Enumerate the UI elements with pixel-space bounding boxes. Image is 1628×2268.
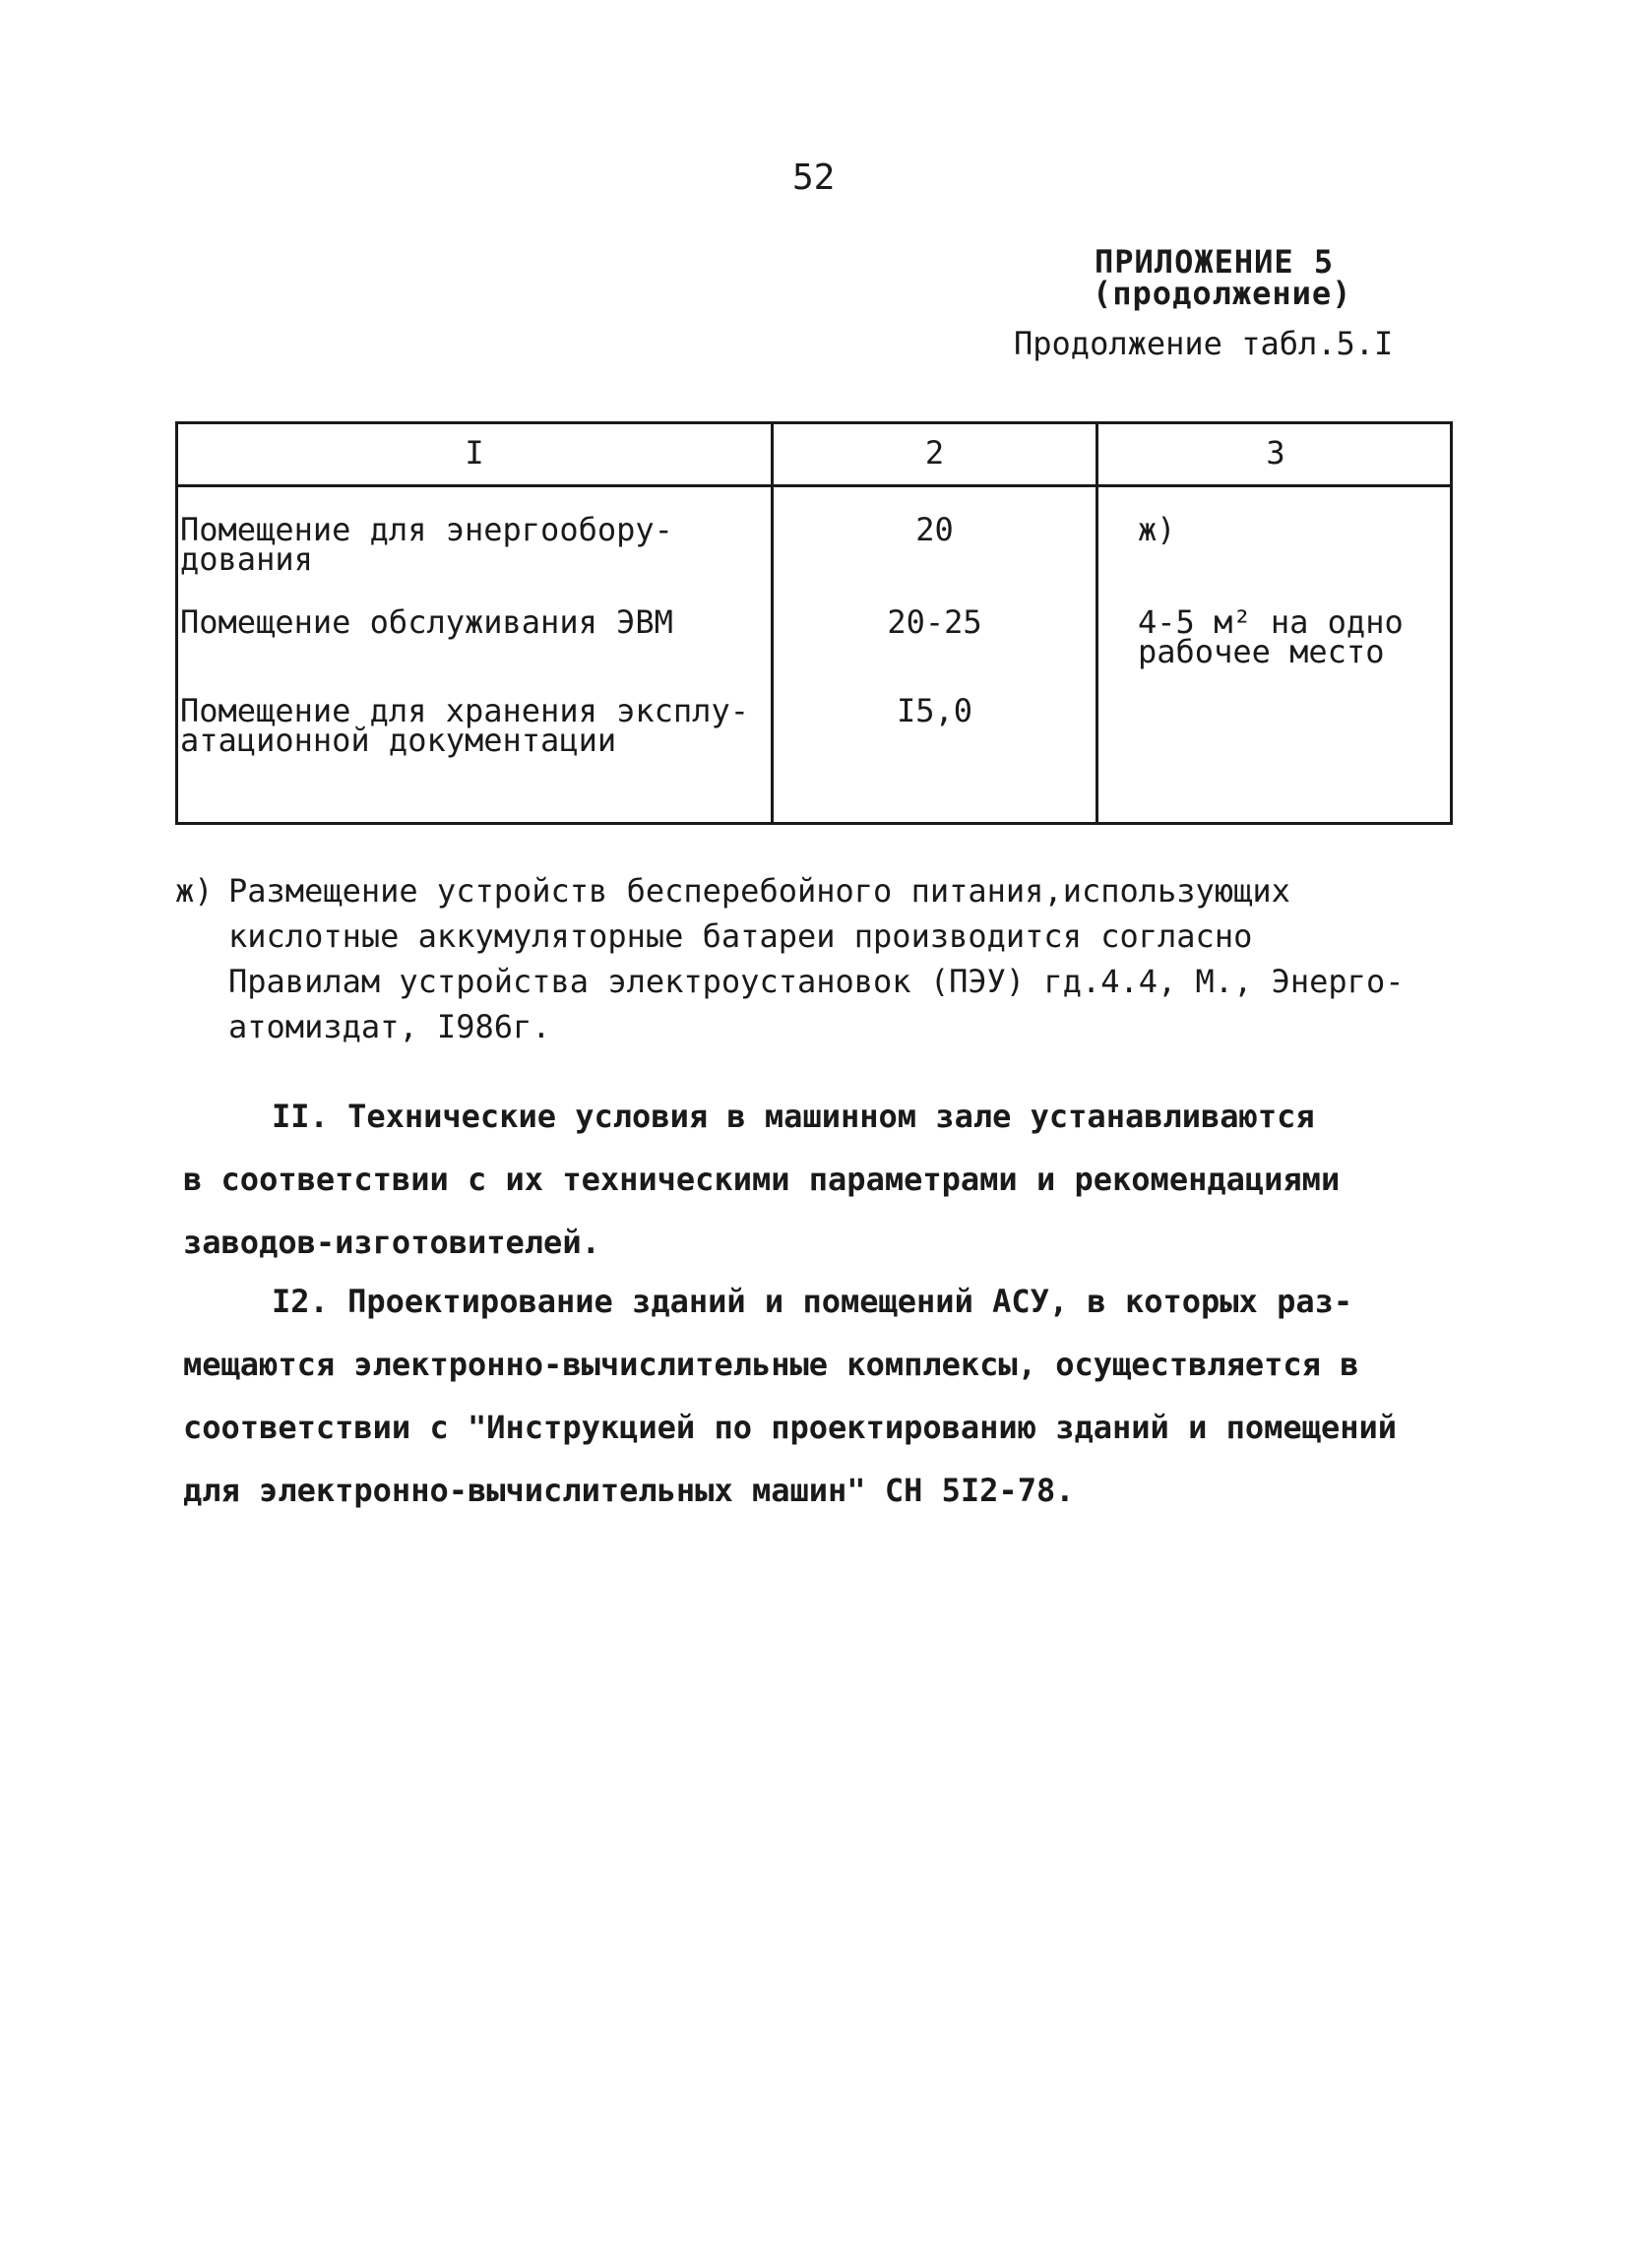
paragraph-text: II. Технические условия в машинном зале устанавливаются [272, 1098, 1315, 1135]
paragraph-text: I2. Проектирование зданий и помещений АСУ, в которых раз- [272, 1283, 1353, 1320]
appendix-heading [1093, 243, 1352, 312]
paragraph-line [183, 1270, 1397, 1333]
data-table [175, 421, 1453, 825]
table-header-2: 2 [924, 434, 945, 472]
appendix-title: ПРИЛОЖЕНИЕ 5 [1095, 243, 1335, 281]
paragraph-12 [183, 1270, 1397, 1522]
footnote-text: Размещение устройств бесперебойного питания,использующих [228, 872, 1290, 910]
table-row-1-note: ж) [1138, 511, 1176, 548]
table-caption: Продолжение табл.5.I [1014, 325, 1394, 362]
paragraph-line: соответствии с "Инструкцией по проектированию зданий и помещений [183, 1409, 1397, 1446]
header-divider [178, 484, 1450, 487]
paragraph-line: для электронно-вычислительных машин" СН 5I2-78. [183, 1472, 1075, 1509]
footnote-line-4: атомиздат, I986г. [228, 1008, 551, 1045]
paragraph-line: заводов-изготовителей. [183, 1224, 600, 1261]
table-row-1-value: 20 [915, 511, 954, 548]
paragraph-line: в соответствии с их техническими параметрами и рекомендациями [183, 1161, 1341, 1198]
paragraph-line [183, 1085, 1340, 1148]
footnote-line-1 [175, 868, 1404, 914]
table-row-3-name: Помещение для хранения эксплу- атационной документации [180, 692, 749, 759]
table-row-2-name: Помещение обслуживания ЭВМ [180, 603, 673, 641]
table-row-3-value: I5,0 [896, 692, 973, 729]
footnote [175, 868, 1404, 1049]
paragraph-11 [183, 1085, 1340, 1274]
footnote-mark: ж) [175, 872, 214, 910]
table-header-3: 3 [1266, 434, 1285, 472]
table-header-1: I [465, 434, 484, 472]
appendix-subtitle: (продолжение) [1093, 275, 1352, 312]
paragraph-line: мещаются электронно-вычислительные комплексы, осуществляется в [183, 1346, 1359, 1383]
footnote-line-2: кислотные аккумуляторные батареи производится согласно [228, 917, 1253, 955]
table-row-2-note: 4-5 м² на одно рабочее место [1138, 603, 1404, 670]
table-row-1-name: Помещение для энергообору- дования [180, 511, 673, 578]
table-row-2-value: 20-25 [887, 603, 982, 641]
page-number: 52 [792, 158, 836, 198]
footnote-line-3: Правилам устройства электроустановок (ПЭУ) гд.4.4, М., Энерго- [228, 963, 1405, 1000]
